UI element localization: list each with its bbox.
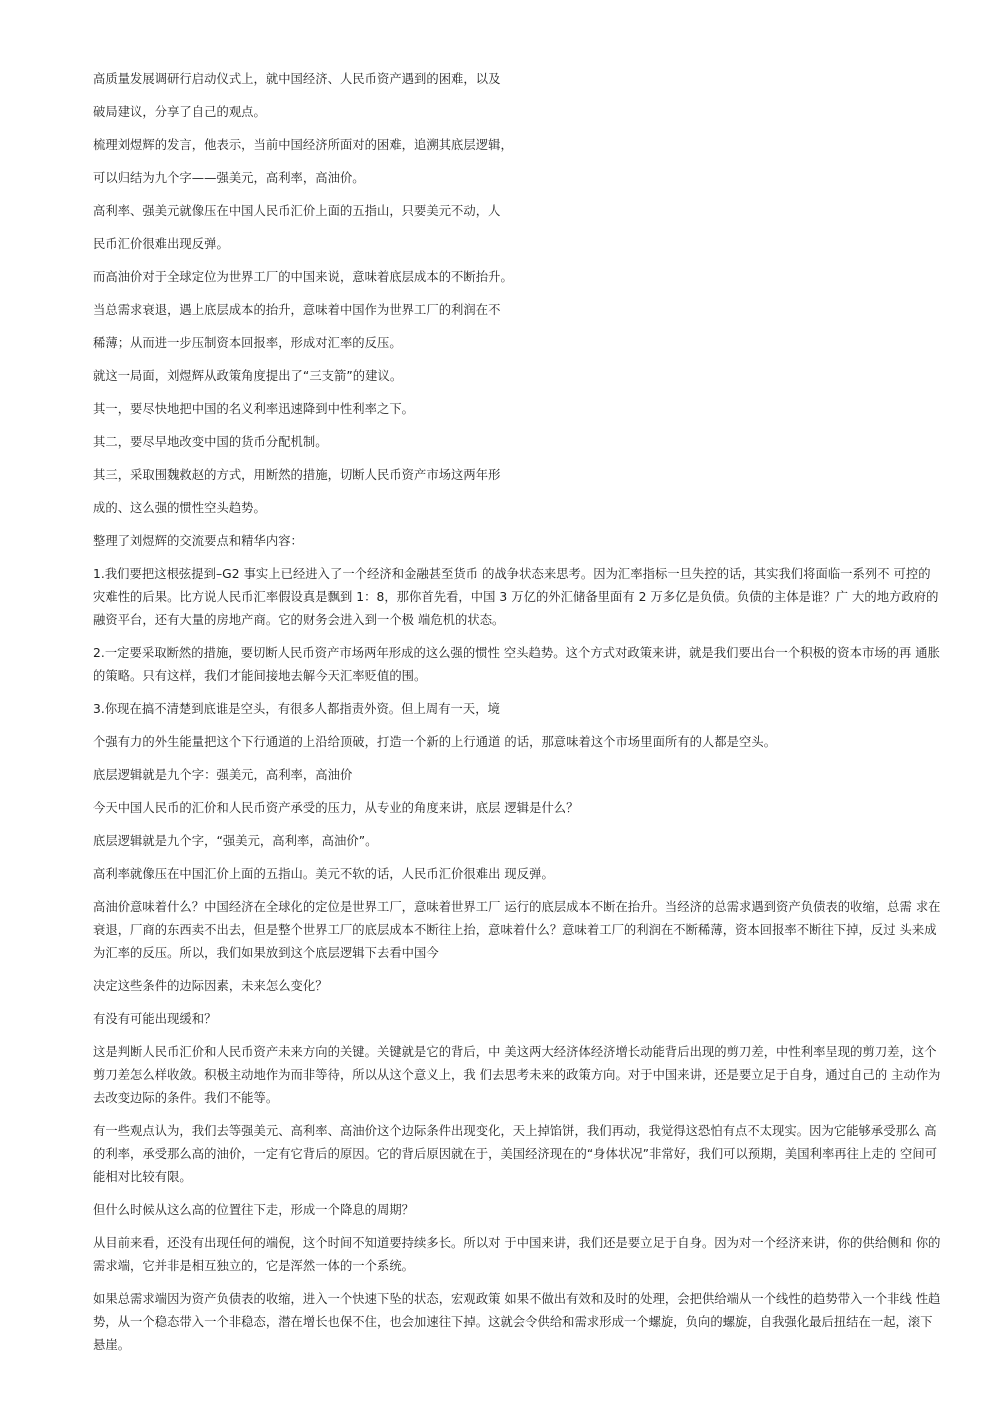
paragraph-20: 底层逻辑就是九个字：强美元，高利率，高油价 — [93, 768, 353, 782]
paragraph-6: 民币汇价很难出现反弹。 — [93, 237, 229, 251]
paragraph-15: 整理了刘煜辉的交流要点和精华内容： — [93, 534, 303, 548]
paragraph-14: 成的、这么强的惯性空头趋势。 — [93, 501, 266, 515]
paragraph-25: 决定这些条件的边际因素，未来怎么变化？ — [93, 979, 328, 993]
paragraph-16: 1.我们要把这根弦提到–G2 事实上已经进入了一个经济和金融甚至货币 的战争状态来思考。因为汇率指标一旦失控的话，其实我们将面临一系列不 可控的灾难性的后果。比方说人民币汇率假设真是飘到 1：8，那你首先看，中国 3 万亿的外汇储备里面有 2 万多亿是负债。负债的主体是谁？广 大的地方政府的融资平台，还有大量的房地产商。它的财务会进入到一个极 端危机的状态。 — [93, 567, 939, 627]
paragraph-13: 其三，采取围魏救赵的方式，用断然的措施，切断人民币资产市场这两年形 — [93, 468, 501, 482]
paragraph-5: 高利率、强美元就像压在中国人民币汇价上面的五指山，只要美元不动，人 — [93, 204, 501, 218]
paragraph-19: 个强有力的外生能量把这个下行通道的上沿给顶破，打造一个新的上行通道 的话，那意味着这个市场里面所有的人都是空头。 — [93, 735, 777, 749]
paragraph-21: 今天中国人民币的汇价和人民币资产承受的压力，从专业的角度来讲，底层 逻辑是什么？ — [93, 801, 579, 815]
paragraph-1: 高质量发展调研行启动仪式上，就中国经济、人民币资产遇到的困难，以及 — [93, 72, 501, 86]
paragraph-24: 高油价意味着什么？中国经济在全球化的定位是世界工厂，意味着世界工厂 运行的底层成本不断在抬升。当经济的总需求遇到资产负债表的收缩，总需 求在衰退，厂商的东西卖不出去，但是整个世界工厂的底层成本不断往上抬，意味着什么？意味着工厂的利润在不断稀薄，资本回报率不断往下掉，反过 头来成为汇率的反压。所以，我们如果放到这个底层逻辑下去看中国今 — [93, 900, 941, 960]
paragraph-7: 而高油价对于全球定位为世界工厂的中国来说，意味着底层成本的不断抬升。 — [93, 270, 513, 284]
paragraph-30: 从目前来看，还没有出现任何的端倪，这个时间不知道要持续多长。所以对 于中国来讲，我们还是要立足于自身。因为对一个经济来讲，你的供给侧和 你的需求端，它并非是相互独立的，它是浑然一体的一个系统。 — [93, 1236, 941, 1273]
paragraph-17: 2.一定要采取断然的措施，要切断人民币资产市场两年形成的这么强的惯性 空头趋势。这个方式对政策来讲，就是我们要出台一个积极的资本市场的再 通胀的策略。只有这样，我们才能间接地去解今天汇率贬值的围。 — [93, 646, 940, 683]
paragraph-18: 3.你现在搞不清楚到底谁是空头，有很多人都指责外资。但上周有一天，境 — [93, 702, 500, 716]
article-body — [93, 68, 941, 1367]
paragraph-27: 这是判断人民币汇价和人民币资产未来方向的关键。关键就是它的背后，中 美这两大经济体经济增长动能背后出现的剪刀差，中性利率呈现的剪刀差，这个剪刀差怎么样收敛。积极主动地作为而非等待，所以从这个意义上，我 们去思考未来的政策方向。对于中国来讲，还是要立足于自身，通过自己的 主动作为去改变边际的条件。我们不能等。 — [93, 1045, 941, 1105]
paragraph-23: 高利率就像压在中国汇价上面的五指山。美元不软的话，人民币汇价很难出 现反弹。 — [93, 867, 554, 881]
paragraph-3: 梳理刘煜辉的发言，他表示，当前中国经济所面对的困难，追溯其底层逻辑， — [93, 138, 513, 152]
paragraph-28: 有一些观点认为，我们去等强美元、高利率、高油价这个边际条件出现变化，天上掉馅饼，我们再动，我觉得这恐怕有点不太现实。因为它能够承受那么 高的利率，承受那么高的油价，一定有它背后的原因。它的背后原因就在于，美国经济现在的“身体状况”非常好，我们可以预期，美国利率再往上走的 空间可能相对比较有限。 — [93, 1124, 938, 1184]
paragraph-9: 稀薄；从而进一步压制资本回报率，形成对汇率的反压。 — [93, 336, 402, 350]
paragraph-12: 其二，要尽早地改变中国的货币分配机制。 — [93, 435, 328, 449]
paragraph-22: 底层逻辑就是九个字，“强美元，高利率，高油价”。 — [93, 834, 378, 848]
paragraph-10: 就这一局面，刘煜辉从政策角度提出了“三支箭”的建议。 — [93, 369, 403, 383]
paragraph-11: 其一，要尽快地把中国的名义利率迅速降到中性利率之下。 — [93, 402, 415, 416]
paragraph-4: 可以归结为九个字——强美元，高利率，高油价。 — [93, 171, 365, 185]
paragraph-26: 有没有可能出现缓和？ — [93, 1012, 217, 1026]
paragraph-2: 破局建议，分享了自己的观点。 — [93, 105, 266, 119]
paragraph-29: 但什么时候从这么高的位置往下走，形成一个降息的周期？ — [93, 1203, 415, 1217]
paragraph-31: 如果总需求端因为资产负债表的收缩，进入一个快速下坠的状态，宏观政策 如果不做出有效和及时的处理，会把供给端从一个线性的趋势带入一个非线 性趋势，从一个稳态带入一个非稳态，潜在增长也保不住，也会加速往下掉。这就会令供给和需求形成一个螺旋，负向的螺旋，自我强化最后扭结在一起，滚下悬崖。 — [93, 1292, 941, 1352]
paragraph-8: 当总需求衰退，遇上底层成本的抬升，意味着中国作为世界工厂的利润在不 — [93, 303, 501, 317]
